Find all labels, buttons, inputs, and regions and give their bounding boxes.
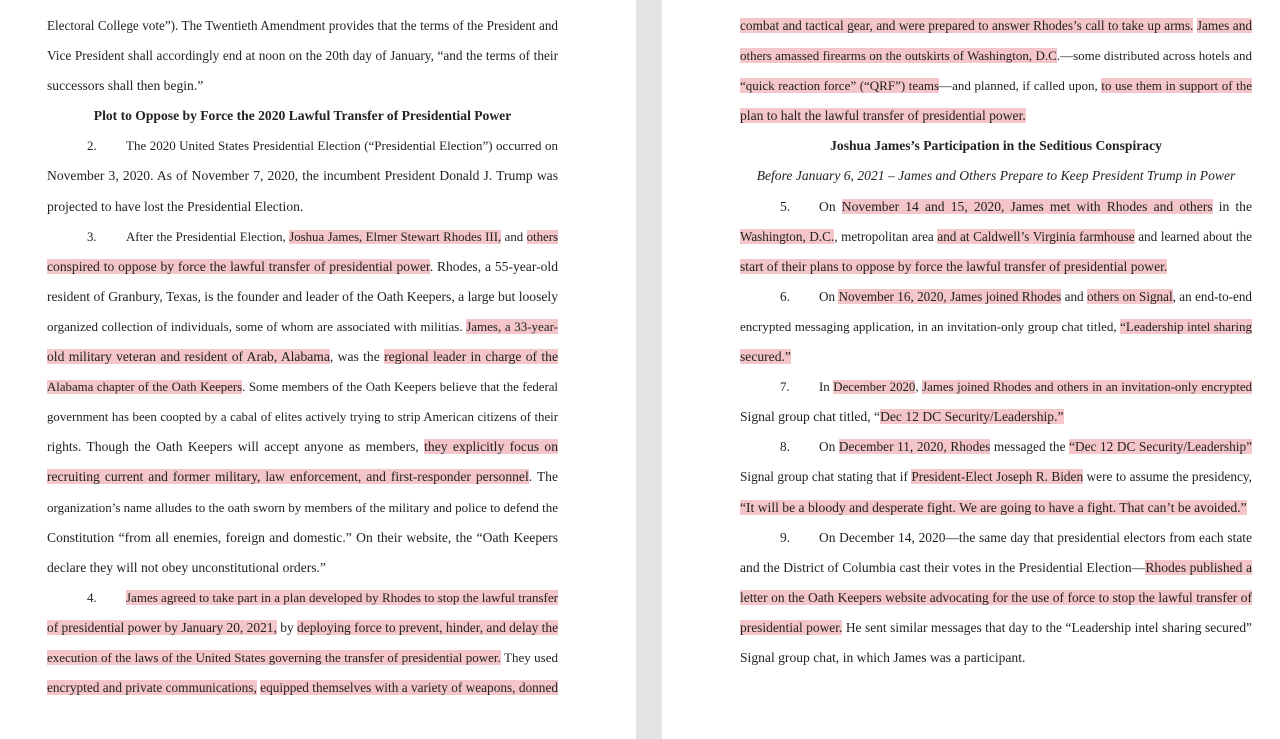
text-line bbox=[740, 523, 1252, 553]
highlighted-text: to use them in support of the bbox=[1101, 78, 1252, 94]
highlighted-text: and at Caldwell’s Virginia farmhouse bbox=[937, 228, 1135, 244]
text-run: In bbox=[819, 380, 834, 395]
text-line bbox=[47, 222, 558, 252]
text-run: Electoral College vote”). The Twentieth Amendment provides that the terms of the President and bbox=[47, 18, 558, 33]
text-line bbox=[47, 553, 558, 583]
text-run: projected to have lost the Presidential Election. bbox=[47, 198, 304, 214]
text-run: . Rhodes, a 55-year-old bbox=[429, 258, 558, 274]
text-run: and learned about the bbox=[1134, 228, 1253, 244]
highlighted-text: secured.” bbox=[740, 349, 791, 365]
text-run: He sent similar messages that day to the “Leadership intel sharing secured” bbox=[842, 619, 1253, 635]
highlighted-text: “quick reaction force” (“QRF”) teams bbox=[740, 78, 940, 94]
highlighted-text: plan to halt the lawful transfer of presidential power. bbox=[740, 108, 1026, 124]
text-line bbox=[740, 613, 1252, 643]
highlighted-text: Rhodes published a bbox=[1145, 559, 1252, 575]
highlighted-text: James agreed to take part in a plan developed by Rhodes to stop the lawful transfer bbox=[126, 589, 558, 605]
text-line bbox=[47, 282, 558, 312]
text-run: , an end-to-end bbox=[1172, 288, 1252, 304]
text-line bbox=[740, 462, 1252, 492]
text-run: Plot to Oppose by Force the 2020 Lawful Transfer of Presidential Power bbox=[93, 108, 512, 124]
text-run: Signal group chat stating that if bbox=[740, 469, 912, 485]
text-run: On bbox=[819, 288, 839, 304]
section-heading bbox=[740, 131, 1252, 161]
text-run: The 2020 United States Presidential Election (“Presidential Election”) occurred on bbox=[126, 138, 558, 154]
highlighted-text: prepared to answer Rhodes’s call to take up arms. bbox=[928, 18, 1194, 33]
text-line bbox=[740, 402, 1252, 432]
text-line bbox=[740, 553, 1252, 583]
highlighted-text: recruiting current and former military, law enforcement, and first-responder personnel bbox=[47, 469, 529, 485]
highlighted-text: old military veteran and resident of Arab, Alabama bbox=[47, 349, 330, 365]
text-run: rights. Though the Oath Keepers will accept anyone as members, bbox=[47, 439, 425, 455]
text-run: in the bbox=[1212, 198, 1253, 214]
text-run: resident of Granbury, Texas, is the founder and leader of the Oath Keepers, a large but loosely bbox=[47, 288, 558, 304]
text-run: —and planned, if called upon, bbox=[939, 78, 1102, 94]
text-run: declare they will not obey unconstitutional orders.” bbox=[47, 559, 326, 575]
text-run: organization’s name alludes to the oath sworn by members of the military and police to defend the bbox=[47, 499, 558, 515]
text-line bbox=[47, 523, 558, 553]
text-run: successors shall then begin.” bbox=[47, 78, 204, 94]
text-run: On December 14, 2020—the same day that presidential electors from each state bbox=[819, 529, 1252, 545]
text-line bbox=[47, 161, 558, 191]
text-run: , bbox=[915, 380, 923, 395]
text-line bbox=[47, 312, 558, 342]
paragraph-number: 8. bbox=[780, 439, 790, 455]
text-run: government has been coopted by a cabal of elites actively trying to strip American citizens of their bbox=[47, 410, 558, 425]
section-subheading bbox=[740, 161, 1252, 191]
text-line bbox=[47, 432, 558, 462]
text-line bbox=[47, 673, 558, 703]
paragraph-number: 9. bbox=[780, 529, 791, 545]
text-line bbox=[47, 372, 558, 402]
highlighted-text: James joined Rhodes and others in an invitation-only encrypted bbox=[922, 380, 1252, 395]
highlighted-text: others on Signal bbox=[1086, 288, 1173, 304]
text-run: On bbox=[819, 439, 839, 455]
paragraph-number: 7. bbox=[780, 380, 790, 395]
text-line bbox=[47, 41, 558, 71]
text-line bbox=[740, 282, 1252, 312]
highlighted-text: James, a 33-year- bbox=[466, 318, 558, 334]
text-run: and bbox=[501, 229, 527, 244]
text-run: On bbox=[819, 198, 842, 214]
text-run: Vice President shall accordingly end at noon on the 20th day of January, “and the terms of their bbox=[47, 48, 558, 64]
text-run: and the District of Columbia cast their votes in the Presidential Election— bbox=[740, 559, 1146, 575]
text-line bbox=[740, 643, 1252, 673]
text-run: . The bbox=[528, 469, 558, 485]
text-line bbox=[740, 11, 1252, 41]
paragraph-number: 2. bbox=[87, 138, 97, 154]
text-line bbox=[740, 252, 1252, 282]
text-line bbox=[740, 432, 1252, 462]
text-line bbox=[740, 493, 1252, 523]
text-line bbox=[47, 402, 558, 432]
highlighted-text: Alabama chapter of the Oath Keepers bbox=[47, 380, 243, 395]
highlighted-text: James and bbox=[1196, 18, 1252, 33]
text-line bbox=[47, 192, 558, 222]
text-run: Joshua James’s Participation in the Seditious Conspiracy bbox=[830, 138, 1162, 154]
text-run: They used bbox=[500, 649, 558, 665]
text-line bbox=[740, 342, 1252, 372]
page-text-column bbox=[740, 11, 1252, 673]
highlighted-text: President-Elect Joseph R. Biden bbox=[911, 469, 1084, 485]
highlighted-text: letter on the Oath Keepers website advocating for the use of force to stop the lawful transfer of bbox=[740, 589, 1252, 605]
highlighted-text: “Dec 12 DC Security/Leadership” bbox=[1069, 439, 1252, 455]
highlighted-text: December 2020 bbox=[833, 380, 916, 395]
text-line bbox=[740, 222, 1252, 252]
text-line bbox=[47, 643, 558, 673]
text-line bbox=[740, 41, 1252, 71]
paragraph-number: 3. bbox=[87, 229, 97, 244]
text-line bbox=[47, 493, 558, 523]
text-run: were to assume the presidency, bbox=[1083, 469, 1252, 485]
highlighted-text: conspired to oppose by force the lawful transfer of presidential power bbox=[47, 258, 430, 274]
text-line bbox=[47, 252, 558, 282]
text-line bbox=[47, 583, 558, 613]
text-line bbox=[47, 462, 558, 492]
highlighted-text: Dec 12 DC Security/Leadership.” bbox=[880, 409, 1064, 425]
text-run: November 3, 2020. As of November 7, 2020, the incumbent President Donald J. Trump was bbox=[47, 168, 558, 184]
section-heading bbox=[47, 101, 558, 131]
highlighted-text: execution of the laws of the United States governing the transfer of presidential power. bbox=[47, 649, 501, 665]
text-line bbox=[740, 372, 1252, 402]
text-line bbox=[740, 101, 1252, 131]
text-run: and bbox=[1061, 288, 1087, 304]
text-run: .—some distributed across hotels and bbox=[1056, 48, 1252, 64]
text-line bbox=[47, 131, 558, 161]
paragraph-number: 6. bbox=[780, 288, 790, 304]
text-line bbox=[740, 192, 1252, 222]
highlighted-text: equipped themselves with a variety of weapons, donned bbox=[260, 680, 558, 696]
page-text-column bbox=[47, 11, 558, 703]
highlighted-text: combat and tactical gear, and were bbox=[740, 18, 929, 33]
highlighted-text: “It will be a bloody and desperate fight. We are going to have a fight. That can’t be avoided.” bbox=[740, 499, 1247, 515]
paragraph-number: 4. bbox=[87, 589, 97, 605]
text-run: After the Presidential Election, bbox=[126, 229, 290, 244]
highlighted-text: deploying force to prevent, hinder, and delay the bbox=[297, 619, 559, 635]
highlighted-text: others bbox=[526, 229, 559, 244]
text-run: . Some members of the Oath Keepers believe that the federal bbox=[242, 380, 558, 395]
text-run: Constitution “from all enemies, foreign and domestic.” On their website, the “Oath Keepers bbox=[47, 529, 558, 545]
text-run: Signal group chat, in which James was a participant. bbox=[740, 649, 1026, 665]
highlighted-text: encrypted and private communications, bbox=[47, 680, 257, 696]
text-line bbox=[47, 342, 558, 372]
text-run: messaged the bbox=[990, 439, 1070, 455]
highlighted-text: others amassed firearms on the outskirts of Washington, D.C bbox=[740, 48, 1057, 64]
text-run: , metropolitan area bbox=[834, 228, 938, 244]
highlighted-text: Joshua James, Elmer Stewart Rhodes III, bbox=[289, 229, 502, 244]
text-line bbox=[47, 613, 558, 643]
text-line bbox=[740, 71, 1252, 101]
highlighted-text: December 11, 2020, Rhodes bbox=[838, 439, 991, 455]
text-run: encrypted messaging application, in an invitation-only group chat titled, bbox=[740, 318, 1121, 334]
highlighted-text: start of their plans to oppose by force the lawful transfer of presidential power. bbox=[740, 258, 1168, 274]
paragraph-number: 5. bbox=[780, 198, 791, 214]
text-run: Before January 6, 2021 – James and Others Prepare to Keep President Trump in Power bbox=[756, 168, 1236, 184]
document-page-left bbox=[0, 0, 636, 739]
highlighted-text: “Leadership intel sharing bbox=[1120, 318, 1252, 334]
text-run: by bbox=[276, 619, 298, 635]
highlighted-text: regional leader in charge of the bbox=[384, 349, 558, 365]
highlighted-text: November 14 and 15, 2020, James met with Rhodes and others bbox=[841, 198, 1213, 214]
text-run: , was the bbox=[329, 349, 385, 365]
highlighted-text: Washington, D.C. bbox=[740, 228, 835, 244]
text-line bbox=[740, 312, 1252, 342]
highlighted-text: presidential power. bbox=[740, 619, 843, 635]
text-run: Signal group chat titled, “ bbox=[740, 409, 881, 425]
document-page-right bbox=[662, 0, 1280, 739]
text-line bbox=[47, 11, 558, 41]
text-line bbox=[740, 583, 1252, 613]
highlighted-text: November 16, 2020, James joined Rhodes bbox=[838, 288, 1062, 304]
text-line bbox=[47, 71, 558, 101]
page-gutter bbox=[636, 0, 662, 739]
highlighted-text: of presidential power by January 20, 2021, bbox=[47, 619, 277, 635]
text-run: organized collection of individuals, some of whom are associated with militias. bbox=[47, 318, 467, 334]
highlighted-text: they explicitly focus on bbox=[424, 439, 558, 455]
